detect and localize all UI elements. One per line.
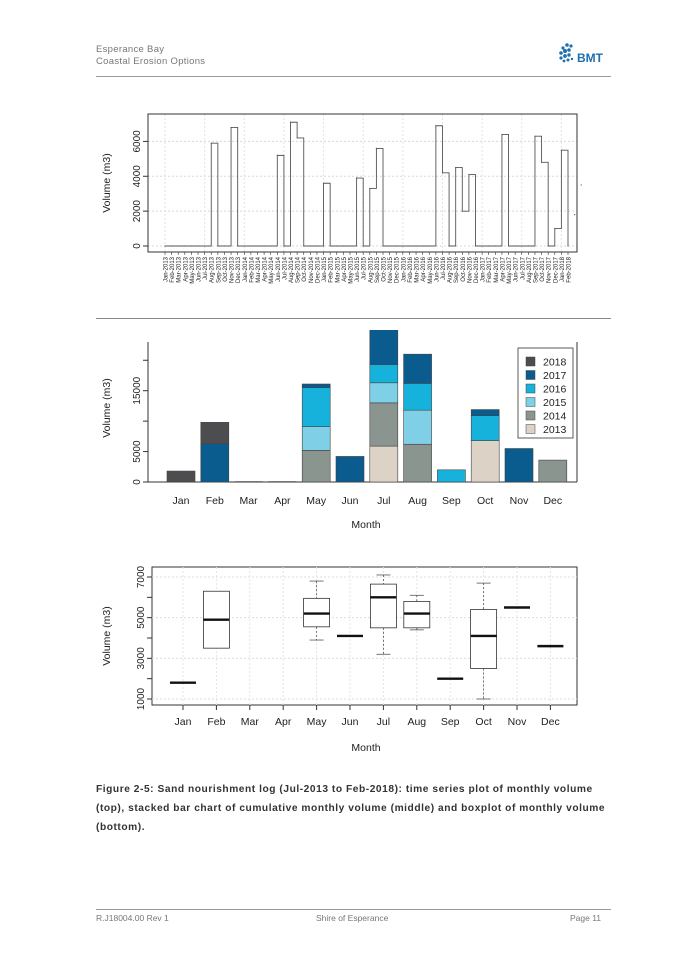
legend-label: 2018 xyxy=(543,356,567,369)
legend-swatch-2014 xyxy=(526,411,535,420)
time-series-chart xyxy=(0,100,675,315)
y-tick-label: 1000 xyxy=(136,687,147,711)
x-tick-label: Aug-2017 xyxy=(526,257,533,284)
x-tick-label: Apr-2015 xyxy=(341,257,348,282)
data-point xyxy=(323,183,324,184)
x-tick-label: May-2017 xyxy=(507,257,514,284)
bar-segment-2016 xyxy=(471,416,499,441)
x-tick-label: Feb xyxy=(205,495,224,507)
data-point xyxy=(422,245,423,246)
x-tick-label: Nov xyxy=(509,495,529,507)
x-tick-label: Jul-2013 xyxy=(203,257,210,281)
data-point xyxy=(191,245,192,246)
x-tick-label: May-2015 xyxy=(348,257,355,284)
x-axis-label: Month xyxy=(351,519,381,531)
bar-segment-2014 xyxy=(370,403,398,446)
bar-segment-2014 xyxy=(302,450,330,482)
data-point xyxy=(349,245,350,246)
legend-swatch-2017 xyxy=(526,371,535,380)
x-tick-label: Apr-2013 xyxy=(183,257,190,282)
data-point xyxy=(561,150,562,151)
x-tick-label: Jan-2017 xyxy=(480,257,487,283)
data-point xyxy=(204,245,205,246)
x-tick-label: May-2014 xyxy=(269,257,276,284)
bar-segment-2016 xyxy=(370,365,398,383)
x-tick-label: Jul-2014 xyxy=(282,257,289,281)
x-tick-label: Aug-2013 xyxy=(209,257,216,284)
x-tick-label: Feb-2018 xyxy=(566,257,573,283)
bar-segment-2018 xyxy=(167,471,195,482)
data-point xyxy=(270,245,271,246)
y-tick-label: 5000 xyxy=(136,606,147,629)
data-point xyxy=(290,122,291,123)
x-tick-label: Feb-2016 xyxy=(407,257,414,283)
data-point xyxy=(257,245,258,246)
x-tick-label: Nov-2017 xyxy=(546,257,553,284)
x-tick-label: Oct xyxy=(477,495,494,507)
data-point xyxy=(435,125,436,126)
y-tick-label: 0 xyxy=(132,479,143,485)
data-point xyxy=(277,155,278,156)
data-point xyxy=(336,245,337,246)
data-point xyxy=(455,167,456,168)
x-tick-label: Nov-2013 xyxy=(229,257,236,284)
x-axis-label: Month xyxy=(351,742,381,754)
x-tick-label: May xyxy=(306,716,327,728)
x-tick-label: Dec-2017 xyxy=(553,257,560,284)
bar-segment-2015 xyxy=(404,410,432,444)
x-tick-label: May-2013 xyxy=(189,257,196,284)
x-tick-label: Apr xyxy=(274,495,291,507)
data-point xyxy=(462,211,463,212)
data-point xyxy=(574,214,575,215)
data-point xyxy=(396,245,397,246)
stacked-bar-chart xyxy=(0,330,675,545)
x-tick-label: Jun xyxy=(341,716,359,728)
data-point xyxy=(164,245,165,246)
legend-swatch-2016 xyxy=(526,384,535,393)
bar-segment-2016 xyxy=(437,470,465,482)
x-tick-label: Sep xyxy=(442,495,461,507)
data-point xyxy=(297,137,298,138)
boxplot-chart xyxy=(0,555,675,765)
data-point xyxy=(330,245,331,246)
x-tick-label: Dec-2013 xyxy=(236,257,243,284)
x-tick-label: Nov-2015 xyxy=(388,257,395,284)
y-tick-label: 3000 xyxy=(136,647,147,670)
data-point xyxy=(482,245,483,246)
x-tick-label: Feb-2013 xyxy=(170,257,177,283)
x-tick-label: Dec xyxy=(541,716,560,728)
x-tick-label: Apr xyxy=(275,716,292,728)
x-tick-label: Mar-2016 xyxy=(414,257,421,283)
data-point xyxy=(448,245,449,246)
data-point xyxy=(409,245,410,246)
footer-left: R.J18004.00 Rev 1 xyxy=(96,913,169,923)
data-point xyxy=(244,245,245,246)
y-tick-label: 4000 xyxy=(132,165,143,188)
footer-right: Page 11 xyxy=(570,913,602,923)
x-tick-label: Jul xyxy=(377,495,391,507)
x-tick-label: Jan xyxy=(174,716,192,728)
x-tick-label: Sep-2014 xyxy=(295,257,302,284)
x-tick-label: Sep xyxy=(440,716,460,728)
data-point xyxy=(230,127,231,128)
y-axis-label: Volume (m3) xyxy=(101,153,113,213)
data-point xyxy=(389,245,390,246)
data-point xyxy=(442,172,443,173)
x-tick-label: Jan xyxy=(172,495,190,507)
x-tick-label: Jan-2018 xyxy=(559,257,566,283)
bar-segment-2013 xyxy=(370,446,398,482)
x-tick-label: Apr-2016 xyxy=(421,257,428,282)
x-tick-label: Jun-2013 xyxy=(196,257,203,283)
x-tick-label: Nov xyxy=(507,716,527,728)
data-point xyxy=(415,245,416,246)
bar-segment-2016 xyxy=(404,383,432,410)
bar-segment-2014 xyxy=(404,444,432,482)
data-point xyxy=(475,245,476,246)
data-point xyxy=(303,245,304,246)
data-point xyxy=(534,136,535,137)
data-point xyxy=(567,245,568,246)
data-point xyxy=(197,245,198,246)
data-point xyxy=(250,245,251,246)
x-tick-label: Mar-2013 xyxy=(176,257,183,283)
bar-segment-2017 xyxy=(505,449,533,482)
plot-frame xyxy=(148,114,577,252)
legend-label: 2014 xyxy=(543,410,567,423)
x-tick-label: Mar-2015 xyxy=(335,257,342,283)
data-point xyxy=(184,245,185,246)
x-tick-label: Oct-2016 xyxy=(460,257,467,282)
x-tick-label: Oct-2014 xyxy=(302,257,309,282)
bar-segment-2016 xyxy=(302,388,330,427)
x-tick-label: Aug-2015 xyxy=(368,257,375,284)
data-point xyxy=(528,245,529,246)
x-tick-label: Sep-2013 xyxy=(216,257,223,284)
footer-divider xyxy=(96,909,611,910)
bar-segment-2013 xyxy=(471,441,499,482)
x-tick-label: Jul-2017 xyxy=(520,257,527,281)
y-tick-label: 15000 xyxy=(132,376,143,405)
x-tick-label: Jan-2013 xyxy=(163,257,170,283)
x-tick-label: Oct-2013 xyxy=(222,257,229,282)
data-point xyxy=(343,245,344,246)
legend-swatch-2015 xyxy=(526,398,535,407)
data-point xyxy=(488,245,489,246)
y-axis-label: Volume (m3) xyxy=(101,378,113,438)
x-tick-label: Jul-2016 xyxy=(440,257,447,281)
data-point xyxy=(211,143,212,144)
bar-segment-2015 xyxy=(302,427,330,451)
x-tick-label: Jan-2016 xyxy=(401,257,408,283)
x-tick-label: Dec-2016 xyxy=(474,257,481,284)
x-tick-label: Jun-2014 xyxy=(275,257,282,283)
y-tick-label: 7000 xyxy=(136,565,147,589)
figure-caption: Figure 2-5: Sand nourishment log (Jul-2013 to Feb-2018): time series plot of monthly volume (top), stacked bar chart of cumulative monthly volume (middle) and boxplot of monthly volume (bottom). xyxy=(96,784,606,833)
legend-label: 2015 xyxy=(543,397,567,409)
x-tick-label: Feb-2015 xyxy=(328,257,335,283)
x-tick-label: Jun xyxy=(341,495,359,507)
x-tick-label: Nov-2014 xyxy=(308,257,315,284)
x-tick-label: Oct-2015 xyxy=(381,257,388,282)
bar-segment-2015 xyxy=(370,383,398,403)
x-tick-label: Dec xyxy=(543,495,563,507)
x-tick-label: Apr-2014 xyxy=(262,257,269,282)
y-tick-label: 0 xyxy=(132,243,143,249)
data-point xyxy=(515,245,516,246)
x-tick-label: Dec-2015 xyxy=(394,257,401,284)
x-tick-label: Mar xyxy=(240,716,259,728)
x-tick-label: May-2016 xyxy=(427,257,434,284)
x-tick-label: Feb-2014 xyxy=(249,257,256,283)
data-point xyxy=(171,245,172,246)
data-point xyxy=(376,148,377,149)
data-point xyxy=(263,245,264,246)
x-tick-label: Jul-2015 xyxy=(361,257,368,281)
bar-segment-empty xyxy=(235,481,263,482)
data-point xyxy=(178,245,179,246)
x-tick-label: Aug xyxy=(408,495,427,507)
bar-segment-2017 xyxy=(302,384,330,388)
data-point xyxy=(541,162,542,163)
legend-label: 2017 xyxy=(543,370,567,382)
bar-segment-2017 xyxy=(404,354,432,383)
bar-segment-2017 xyxy=(336,456,364,482)
x-tick-label: Jan-2014 xyxy=(242,257,249,283)
legend-label: 2013 xyxy=(543,424,567,436)
x-tick-label: Aug-2016 xyxy=(447,257,454,284)
x-tick-label: Apr-2017 xyxy=(500,257,507,282)
x-tick-label: Jun-2015 xyxy=(355,257,362,283)
x-tick-label: Feb-2017 xyxy=(487,257,494,283)
x-tick-label: May xyxy=(306,495,327,507)
data-point xyxy=(283,245,284,246)
data-point xyxy=(237,245,238,246)
header-line-1: Esperance Bay xyxy=(96,44,165,55)
x-tick-label: Oct xyxy=(475,716,492,728)
data-point xyxy=(501,134,502,135)
data-point xyxy=(581,184,582,185)
footer-center: Shire of Esperance xyxy=(316,913,389,923)
x-tick-label: Aug-2014 xyxy=(289,257,296,284)
x-tick-label: Sep-2016 xyxy=(454,257,461,284)
bar-segment-2017 xyxy=(471,410,499,416)
data-point xyxy=(521,245,522,246)
header-line-2: Coastal Erosion Options xyxy=(96,56,206,67)
data-point xyxy=(356,177,357,178)
bar-segment-2017 xyxy=(370,330,398,365)
logo-text: BMT xyxy=(577,51,603,65)
data-point xyxy=(429,245,430,246)
legend-label: 2016 xyxy=(543,383,567,396)
data-point xyxy=(310,245,311,246)
x-tick-label: Mar-2017 xyxy=(493,257,500,283)
bar-segment-2014 xyxy=(539,460,567,482)
bar-segment-2018 xyxy=(201,422,229,443)
data-point xyxy=(402,245,403,246)
x-tick-label: Feb xyxy=(207,716,226,728)
data-point xyxy=(468,174,469,175)
x-tick-label: Mar xyxy=(239,495,258,507)
bar-segment-empty xyxy=(268,481,296,482)
box xyxy=(471,610,497,669)
header-title xyxy=(96,44,205,68)
chart-divider-1 xyxy=(96,318,611,319)
x-tick-label: Jun-2016 xyxy=(434,257,441,283)
x-tick-label: Aug xyxy=(407,716,427,728)
data-point xyxy=(369,188,370,189)
legend-swatch-2013 xyxy=(526,425,535,434)
x-tick-label: Jun-2017 xyxy=(513,257,520,283)
bar-segment-2017 xyxy=(201,444,229,482)
x-tick-label: Oct-2017 xyxy=(540,257,547,282)
x-tick-label: Mar-2014 xyxy=(255,257,262,283)
y-tick-label: 6000 xyxy=(132,130,143,153)
y-axis-label: Volume (m3) xyxy=(101,606,113,666)
x-tick-label: Dec-2014 xyxy=(315,257,322,284)
data-point xyxy=(382,245,383,246)
data-point xyxy=(508,245,509,246)
data-point xyxy=(363,245,364,246)
header-divider xyxy=(96,76,611,77)
data-point xyxy=(316,245,317,246)
x-tick-label: Sep-2015 xyxy=(374,257,381,284)
series-line xyxy=(165,122,568,246)
x-tick-label: Nov-2016 xyxy=(467,257,474,284)
legend-swatch-2018 xyxy=(526,357,535,366)
y-tick-label: 5000 xyxy=(132,440,143,463)
x-tick-label: Jan-2015 xyxy=(322,257,329,283)
data-point xyxy=(217,245,218,246)
data-point xyxy=(548,245,549,246)
x-tick-label: Sep-2017 xyxy=(533,257,540,284)
y-tick-label: 2000 xyxy=(132,200,143,223)
data-point xyxy=(224,245,225,246)
box xyxy=(370,584,396,628)
data-point xyxy=(554,228,555,229)
data-point xyxy=(495,245,496,246)
x-tick-label: Jul xyxy=(376,716,391,728)
